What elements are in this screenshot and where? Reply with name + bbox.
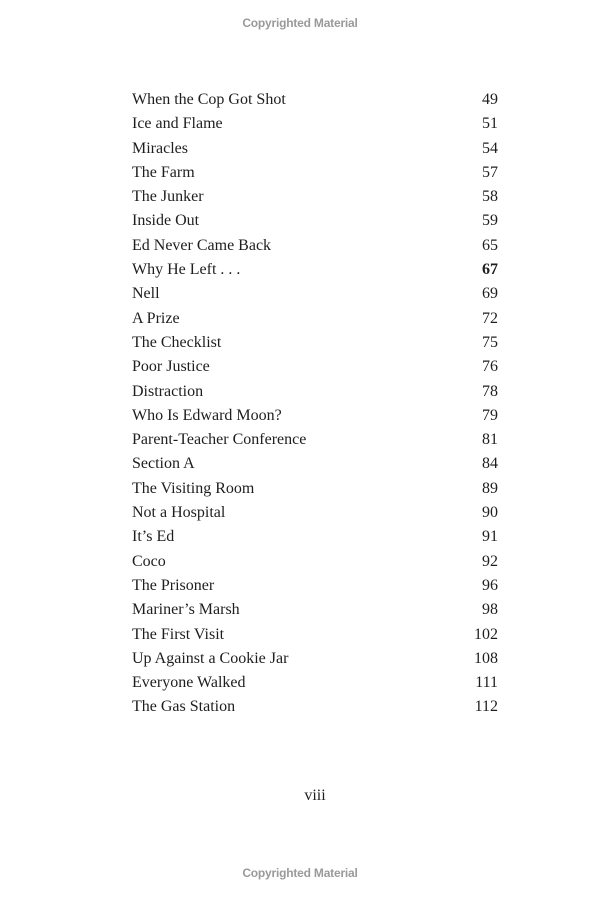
toc-entry-title: When the Cop Got Shot: [132, 91, 286, 108]
toc-entry-page: 112: [474, 698, 498, 716]
toc-entry-title: The First Visit: [132, 625, 225, 643]
toc-entry-title: Poor Justice: [132, 358, 210, 376]
toc-entry-title: Not a Hospital: [132, 504, 226, 522]
table-of-contents: [132, 88, 498, 720]
toc-entry: [132, 404, 498, 428]
toc-entry-page: 54: [482, 139, 498, 157]
toc-entry-title: The Farm: [132, 163, 195, 181]
toc-entry-page: 81: [482, 431, 498, 449]
toc-entry-page: 58: [482, 188, 498, 206]
toc-entry: [132, 477, 498, 501]
toc-entry-title: It’s Ed: [132, 528, 175, 546]
toc-entry-page: 76: [482, 358, 498, 376]
toc-entry-page: 90: [482, 504, 498, 522]
toc-entry-title: Inside Out: [132, 212, 200, 230]
toc-entry: [132, 355, 498, 379]
toc-entry-title: Nell: [132, 285, 160, 303]
toc-entry: [132, 452, 498, 476]
toc-entry-title: A Prize: [132, 309, 180, 327]
toc-entry: [132, 598, 498, 622]
copyright-watermark-bottom: Copyrighted Material: [242, 866, 358, 880]
toc-entry: [132, 623, 498, 647]
toc-entry-page: 111: [475, 674, 498, 692]
toc-entry: [132, 209, 498, 233]
toc-entry-page: 67: [482, 261, 498, 279]
toc-entry-title: Section A: [132, 455, 195, 473]
toc-entry-page: 75: [482, 333, 498, 351]
copyright-watermark-top: Copyrighted Material: [242, 16, 358, 30]
toc-entry-title: Coco: [132, 552, 166, 570]
toc-entry: [132, 695, 498, 719]
toc-entry: [132, 307, 498, 331]
toc-entry-title: Ed Never Came Back: [132, 236, 272, 254]
toc-entry-page: 91: [482, 528, 498, 546]
toc-entry-title: Ice and Flame: [132, 115, 223, 133]
toc-entry-title: The Gas Station: [132, 698, 236, 716]
toc-entry-title: Who Is Edward Moon?: [132, 406, 282, 424]
toc-entry-title: Up Against a Cookie Jar: [132, 649, 289, 667]
toc-entry: [132, 331, 498, 355]
toc-entry-title: The Junker: [132, 188, 204, 206]
toc-entry: [132, 428, 498, 452]
toc-entry: [132, 161, 498, 185]
toc-entry-title: The Visiting Room: [132, 479, 255, 497]
toc-entry-page: 78: [482, 382, 498, 400]
toc-entry-page: 69: [482, 285, 498, 303]
toc-entry: [132, 112, 498, 136]
toc-entry: [132, 282, 498, 306]
toc-entry: [132, 574, 498, 598]
toc-entry-page: 102: [474, 625, 498, 643]
toc-entry-page: 57: [482, 163, 498, 181]
toc-entry: [132, 380, 498, 404]
toc-entry-page: 59: [482, 212, 498, 230]
toc-entry-page: 96: [482, 576, 498, 594]
toc-entry: [132, 525, 498, 549]
toc-entry-title: Why He Left . . .: [132, 261, 241, 279]
toc-entry: [132, 647, 498, 671]
toc-entry: [132, 88, 498, 112]
toc-entry-page: 92: [482, 552, 498, 570]
toc-entry: [132, 137, 498, 161]
toc-entry-page: 72: [482, 309, 498, 327]
toc-entry-title: Distraction: [132, 382, 204, 400]
toc-entry-title: Mariner’s Marsh: [132, 601, 240, 619]
toc-entry: [132, 258, 498, 282]
toc-entry: [132, 671, 498, 695]
page-number: viii: [304, 787, 326, 804]
toc-entry-page: 49: [482, 91, 498, 108]
toc-entry: [132, 550, 498, 574]
toc-entry-page: 89: [482, 479, 498, 497]
toc-entry-page: 79: [482, 406, 498, 424]
toc-entry-page: 84: [482, 455, 498, 473]
toc-entry-title: The Prisoner: [132, 576, 215, 594]
toc-entry: [132, 501, 498, 525]
toc-entry-page: 51: [482, 115, 498, 133]
toc-entry-page: 108: [474, 649, 498, 667]
toc-entry-title: Miracles: [132, 139, 188, 157]
toc-entry-title: Parent-Teacher Conference: [132, 431, 307, 449]
toc-entry-page: 98: [482, 601, 498, 619]
toc-entry-page: 65: [482, 236, 498, 254]
toc-entry-title: Everyone Walked: [132, 674, 246, 692]
toc-entry: [132, 234, 498, 258]
toc-entry-title: The Checklist: [132, 333, 222, 351]
toc-entry: [132, 185, 498, 209]
